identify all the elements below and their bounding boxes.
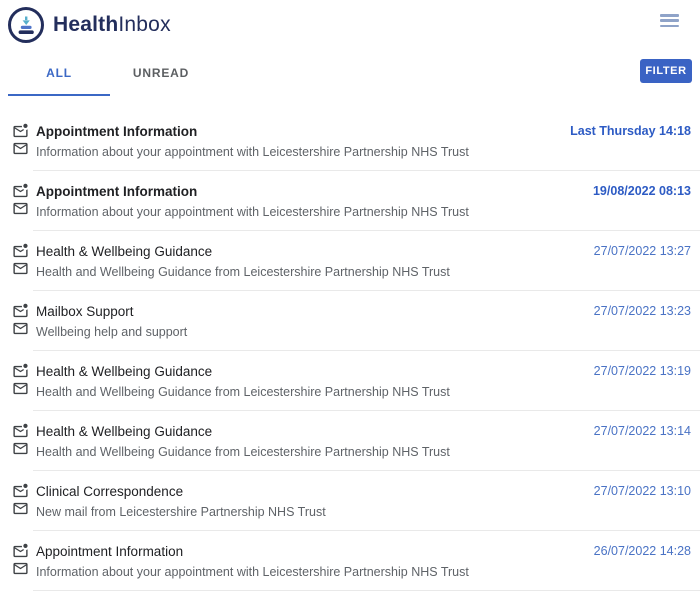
envelope-icon: [12, 560, 29, 577]
message-subtitle: New mail from Leicestershire Partnership NHS Trust: [36, 505, 326, 519]
envelope-icon: [12, 200, 29, 217]
message-row[interactable]: [0, 351, 700, 411]
envelope-unread-dot-icon: [12, 243, 29, 260]
envelope-icon: [12, 440, 29, 457]
message-date: 27/07/2022 13:10: [593, 484, 691, 498]
app-title-light: Inbox: [118, 13, 171, 36]
tab-all[interactable]: ALL: [8, 52, 110, 96]
tab-bar: [0, 52, 700, 100]
envelope-unread-dot-icon: [12, 123, 29, 140]
message-row[interactable]: [0, 531, 700, 591]
envelope-icon: [12, 380, 29, 397]
message-date: 19/08/2022 08:13: [592, 184, 691, 198]
tab-unread[interactable]: UNREAD: [132, 66, 190, 80]
message-title: Health & Wellbeing Guidance: [36, 364, 213, 379]
app-title: [53, 13, 171, 37]
message-row[interactable]: [0, 291, 700, 351]
envelope-unread-dot-icon: [12, 543, 29, 560]
message-title: Health & Wellbeing Guidance: [36, 424, 213, 439]
message-date: Last Thursday 14:18: [570, 124, 691, 138]
envelope-unread-dot-icon: [12, 363, 29, 380]
message-title: Clinical Correspondence: [36, 484, 184, 499]
message-date: 26/07/2022 14:28: [593, 544, 691, 558]
filter-button[interactable]: FILTER: [640, 59, 692, 83]
message-row[interactable]: [0, 111, 700, 171]
message-subtitle: Health and Wellbeing Guidance from Leicestershire Partnership NHS Trust: [36, 385, 450, 399]
message-row[interactable]: [0, 411, 700, 471]
message-subtitle: Information about your appointment with Leicestershire Partnership NHS Trust: [36, 205, 469, 219]
message-title: Health & Wellbeing Guidance: [36, 244, 213, 259]
inbox-download-icon: [14, 13, 38, 37]
message-subtitle: Information about your appointment with Leicestershire Partnership NHS Trust: [36, 145, 469, 159]
message-title: Appointment Information: [36, 124, 198, 139]
message-subtitle: Health and Wellbeing Guidance from Leicestershire Partnership NHS Trust: [36, 265, 450, 279]
envelope-unread-dot-icon: [12, 483, 29, 500]
message-subtitle: Health and Wellbeing Guidance from Leicestershire Partnership NHS Trust: [36, 445, 450, 459]
message-title: Mailbox Support: [36, 304, 134, 319]
message-date: 27/07/2022 13:27: [593, 244, 691, 258]
message-list: [0, 111, 700, 591]
message-row[interactable]: [0, 471, 700, 531]
app-header: [0, 0, 700, 52]
message-row[interactable]: [0, 171, 700, 231]
envelope-unread-dot-icon: [12, 183, 29, 200]
hamburger-menu-icon[interactable]: [660, 14, 679, 27]
message-title: Appointment Information: [36, 184, 198, 199]
message-row[interactable]: [0, 231, 700, 291]
message-date: 27/07/2022 13:14: [593, 424, 691, 438]
message-date: 27/07/2022 13:19: [593, 364, 691, 378]
app-title-bold: Health: [53, 13, 119, 36]
envelope-unread-dot-icon: [12, 423, 29, 440]
message-title: Appointment Information: [36, 544, 184, 559]
message-subtitle: Information about your appointment with Leicestershire Partnership NHS Trust: [36, 565, 469, 579]
message-subtitle: Wellbeing help and support: [36, 325, 188, 339]
envelope-icon: [12, 260, 29, 277]
envelope-icon: [12, 140, 29, 157]
envelope-unread-dot-icon: [12, 303, 29, 320]
envelope-icon: [12, 500, 29, 517]
healthinbox-logo: [8, 7, 44, 43]
envelope-icon: [12, 320, 29, 337]
message-date: 27/07/2022 13:23: [593, 304, 691, 318]
